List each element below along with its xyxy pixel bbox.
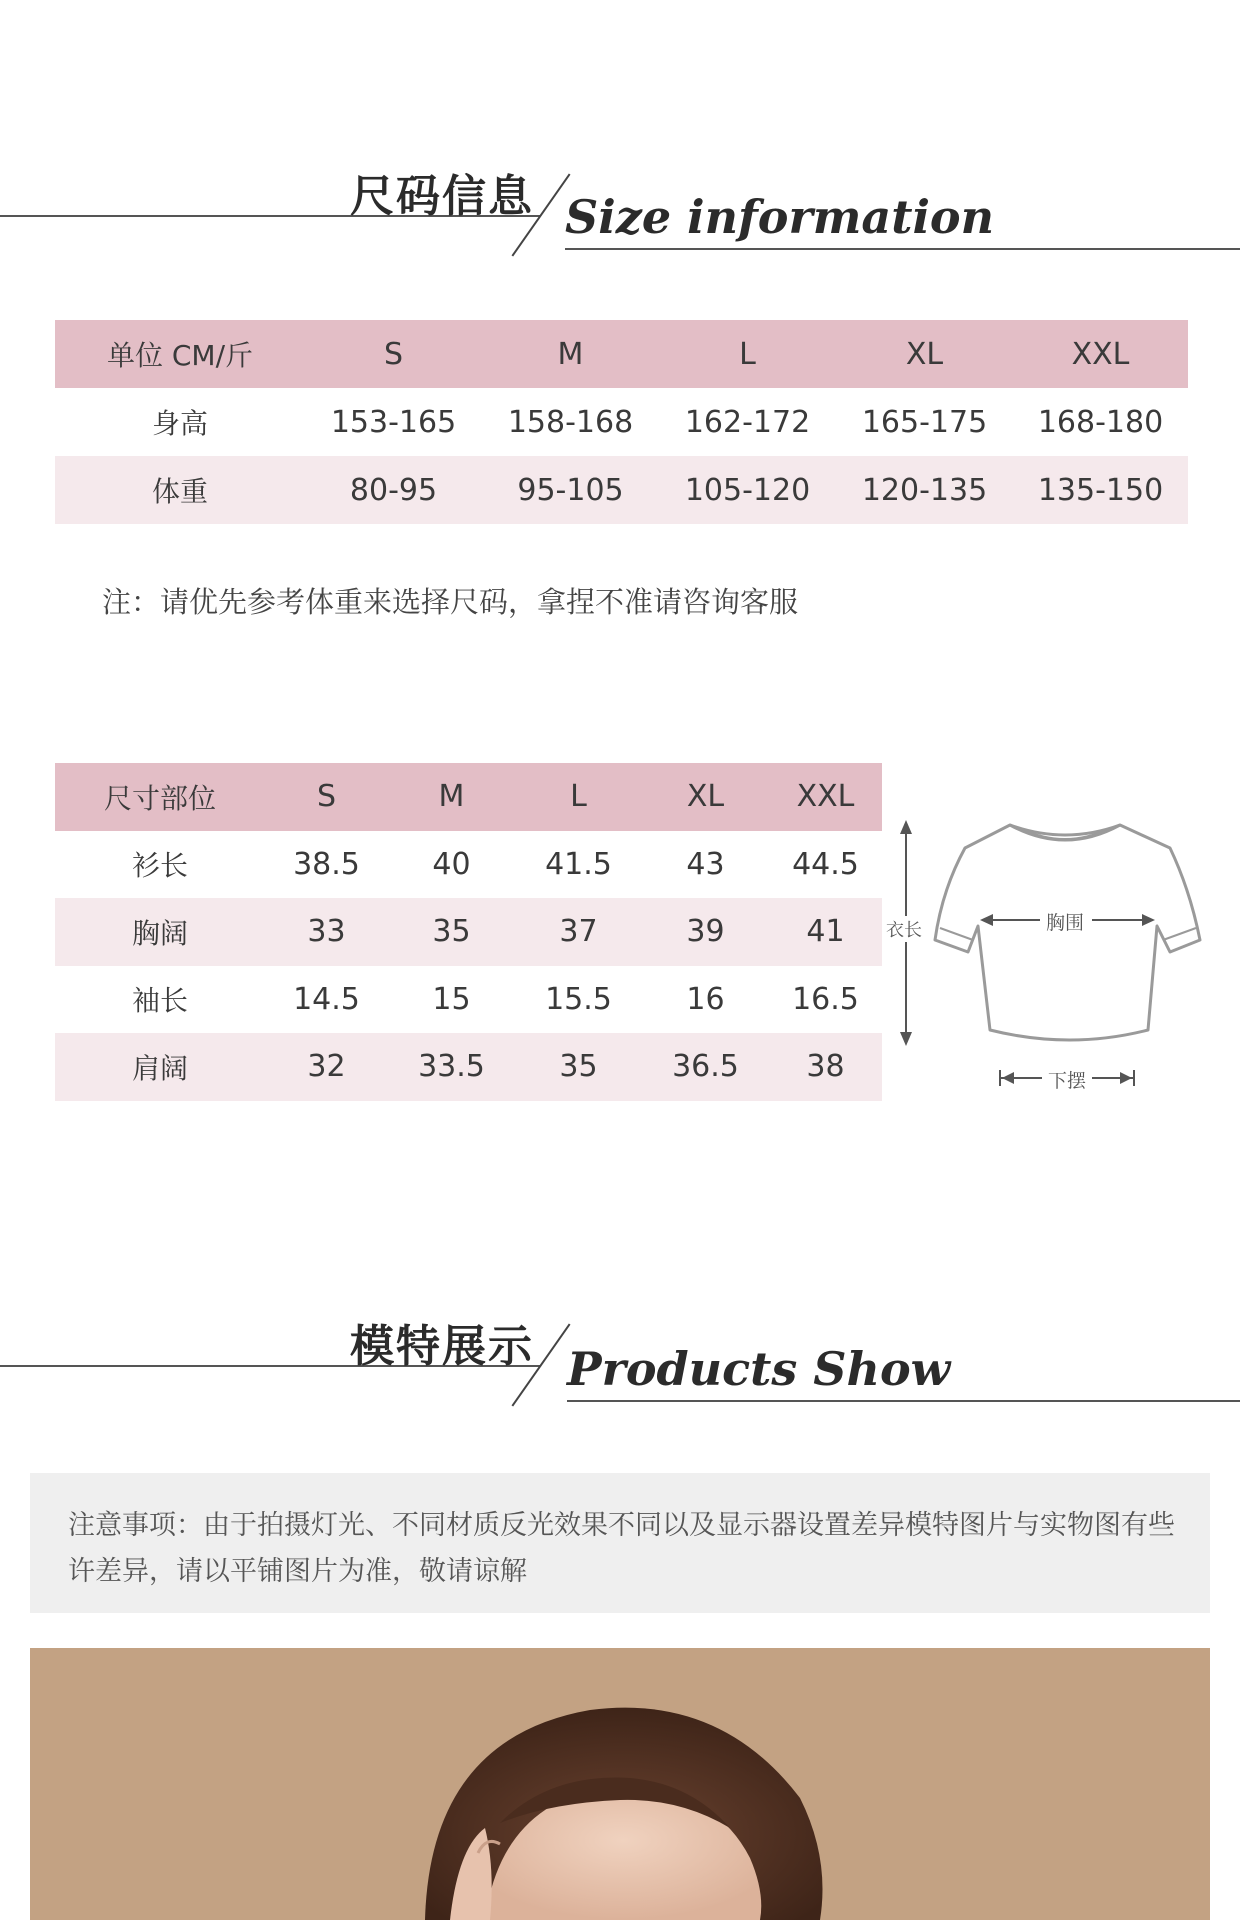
measure-table-row-label: 肩阔 [55, 1033, 265, 1101]
products-show-heading [0, 1310, 1240, 1420]
size-table-header-cell: XL [836, 320, 1013, 388]
size-note: 注：请优先参考体重来选择尺码，拿捏不准请咨询客服 [102, 585, 799, 619]
measure-table-cell: 15.5 [515, 966, 642, 1034]
size-table-row-label: 身高 [55, 388, 305, 456]
size-info-title-en: Size information [565, 190, 995, 244]
photo-notice [30, 1473, 1210, 1613]
measure-table-header-cell: XXL [769, 763, 882, 831]
size-table-header-cell: XXL [1013, 320, 1188, 388]
measure-table-header-cell: 尺寸部位 [55, 763, 265, 831]
size-table-cell: 135-150 [1013, 456, 1188, 524]
size-table-header-cell: M [482, 320, 659, 388]
measure-table-cell: 40 [388, 831, 515, 899]
measure-table-cell: 44.5 [769, 831, 882, 899]
measure-table-cell: 33 [265, 898, 388, 966]
measure-table [55, 763, 882, 1101]
size-table-cell: 95-105 [482, 456, 659, 524]
photo-notice-text: 注意事项：由于拍摄灯光、不同材质反光效果不同以及显示器设置差异模特图片与实物图有些许差异，请以平铺图片为准，敬请谅解 [68, 1510, 1175, 1587]
size-table-cell: 158-168 [482, 388, 659, 456]
measure-table-cell: 38 [769, 1033, 882, 1101]
measure-table-cell: 35 [515, 1033, 642, 1101]
diagram-length-label: 衣长 [886, 916, 922, 942]
measure-table-cell: 32 [265, 1033, 388, 1101]
measure-table-cell: 38.5 [265, 831, 388, 899]
size-table-cell: 153-165 [305, 388, 482, 456]
diagram-chest-label: 胸围 [1046, 912, 1085, 934]
measure-table-row-label: 胸阔 [55, 898, 265, 966]
size-table-cell: 105-120 [659, 456, 836, 524]
measure-table-cell: 16 [642, 966, 769, 1034]
heading-rule-right [565, 248, 1240, 250]
size-info-heading [0, 160, 1240, 270]
measure-table-header-cell: S [265, 763, 388, 831]
measure-table-cell: 39 [642, 898, 769, 966]
measure-table-cell: 41 [769, 898, 882, 966]
measure-table-cell: 33.5 [388, 1033, 515, 1101]
model-photo-image [30, 1648, 1210, 1920]
measure-table-cell: 14.5 [265, 966, 388, 1034]
measure-table-header-cell: M [388, 763, 515, 831]
size-table-cell: 120-135 [836, 456, 1013, 524]
size-table-header-cell: L [659, 320, 836, 388]
measure-table-header-cell: XL [642, 763, 769, 831]
measure-table-cell: 15 [388, 966, 515, 1034]
size-table [55, 320, 1188, 524]
measure-table-cell: 36.5 [642, 1033, 769, 1101]
size-info-title-cn: 尺码信息 [350, 171, 534, 222]
measure-table-cell: 43 [642, 831, 769, 899]
measure-table-cell: 16.5 [769, 966, 882, 1034]
measure-table-row-label: 袖长 [55, 966, 265, 1034]
products-show-title-cn: 模特展示 [350, 1321, 534, 1372]
size-table-row-label: 体重 [55, 456, 305, 524]
size-table-header-cell: 单位 CM/斤 [55, 320, 305, 388]
measure-table-header-cell: L [515, 763, 642, 831]
size-table-cell: 168-180 [1013, 388, 1188, 456]
heading-rule-right [567, 1400, 1240, 1402]
measure-table-row-label: 衫长 [55, 831, 265, 899]
size-table-cell: 165-175 [836, 388, 1013, 456]
products-show-title-en: Products Show [567, 1342, 951, 1396]
size-table-header-cell: S [305, 320, 482, 388]
size-table-cell: 80-95 [305, 456, 482, 524]
measure-table-cell: 41.5 [515, 831, 642, 899]
tshirt-diagram [880, 810, 1210, 1100]
diagram-hem-label: 下摆 [1048, 1070, 1087, 1092]
measure-table-cell: 35 [388, 898, 515, 966]
model-photo [30, 1648, 1210, 1920]
measure-table-cell: 37 [515, 898, 642, 966]
tshirt-outline-icon [880, 810, 1210, 1100]
size-table-cell: 162-172 [659, 388, 836, 456]
